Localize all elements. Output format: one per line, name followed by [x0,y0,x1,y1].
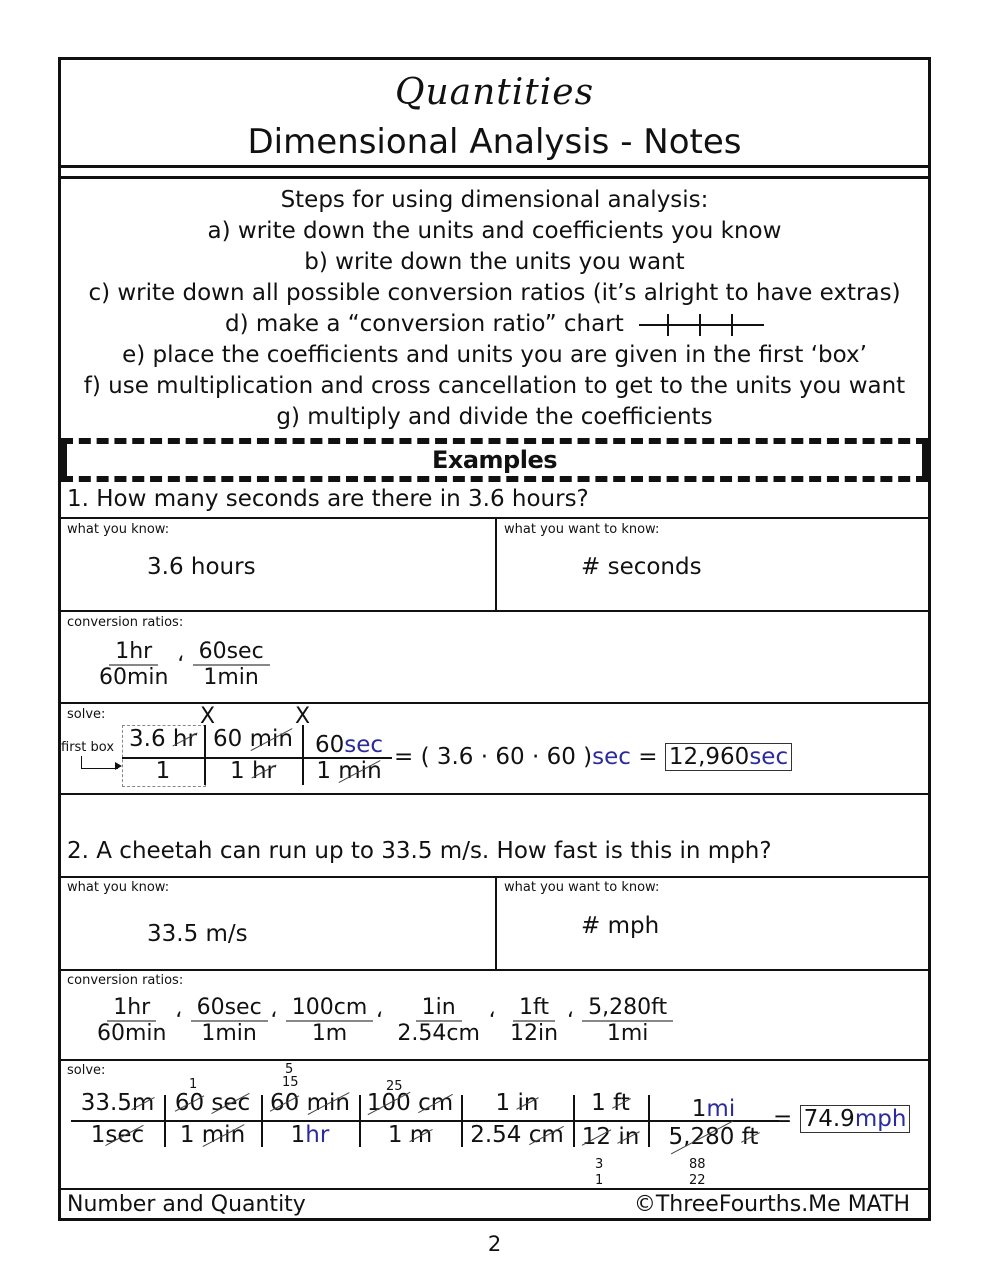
step-g: g) multiply and divide the coefficients [276,404,713,430]
want-label: what you want to know: [504,880,660,895]
arrow-icon [81,756,118,769]
solve-cell-den: 1hr [290,1122,330,1148]
divider [495,876,497,969]
cancel-note: 22 [689,1173,706,1188]
ratio: $\frac{60\sec}{1\min}$ [189,996,270,1046]
example1-question: 1. How many seconds are there in 3.6 hours? [67,486,589,512]
example1-know-value: 3.6 hours [147,554,256,580]
examples-heading: Examples [431,446,558,474]
solve-cell-den: 1 m [387,1122,433,1148]
divider [61,969,928,971]
page-header [61,60,928,168]
step-a: a) write down the units and coefficients you know [207,218,782,244]
ratios-label: conversion ratios: [67,973,184,988]
solve-label: solve: [67,1063,106,1078]
divider [61,610,928,612]
divider [61,702,928,704]
ratio: $\frac{60\sec}{1\min}$ [191,640,272,690]
example2-result: = 74.9mph [773,1106,910,1132]
step-d-row [61,309,928,340]
solve-cell-den: 5,280 ft [668,1124,759,1150]
worksheet-page [58,57,931,1221]
solve-cell-num: 60 min [213,726,293,752]
example2-know-value: 33.5 m/s [147,921,248,947]
cross-mark: X [295,704,311,729]
ratio: $\frac{1in}{2.54cm}$ [397,995,480,1046]
steps-heading: Steps for using dimensional analysis: [280,187,709,213]
example2-ratios: $\frac{1hr}{60\min}$ ‘ $\frac{60\sec}{1\min}$ ‘ $\frac{100cm}{1m}$ ‘ $\frac{1in}{2.54cm}$ ‘ $\frac{1ft}{12in}$ ‘ $\frac{5,280ft}{1mi}$ [89,996,675,1046]
cancel-note: 15 [282,1075,299,1090]
page-title: Quantities [394,72,595,113]
solve-cell-num: 60sec [314,732,384,758]
solve-cell-num: 100 cm [366,1090,454,1116]
know-label: what you know: [67,522,170,537]
divider [61,793,928,795]
solve-cell-num: 1 in [495,1090,539,1116]
example2-answer: 74.9mph [800,1105,911,1133]
step-f: f) use multiplication and cross cancellation to get to the units you want [83,373,906,399]
conversion-chart-icon [639,314,764,336]
ratio: $\frac{1ft}{12in}$ [510,995,559,1046]
ratio: $\frac{1hr}{60\min}$ [97,995,167,1046]
solve-cell-num: 33.5m [80,1090,155,1116]
example1-ratios: $\frac{1hr}{60\min}$ ‘ $\frac{60\sec}{1\min}$ [91,640,272,690]
ratios-label: conversion ratios: [67,615,184,630]
solve-cell-den: 1 hr [230,758,276,784]
cancel-note: 25 [386,1079,403,1094]
arrow-head-icon [115,762,122,770]
solve-cell-num: 1mi [691,1096,736,1122]
cancel-note: 3 [595,1157,604,1172]
footer-subject: Number and Quantity [67,1192,306,1217]
example1-want-value: # seconds [581,554,702,580]
first-box-label: first box [61,740,115,755]
know-label: what you know: [67,880,170,895]
cross-mark: X [200,704,216,729]
ratio: $\frac{1hr}{60\min}$ [99,639,169,690]
footer-copyright: ©ThreeFourths.Me MATH [633,1192,910,1217]
solve-label: solve: [67,707,106,722]
example1-expression: = ( 3.6 · 60 · 60 )sec = 12,960sec [394,744,792,770]
ratio: $\frac{100cm}{1m}$ [284,996,376,1046]
solve-cell-den: 1 min [316,758,382,784]
solve-cell-den: 1 [155,758,171,784]
solve-cell-num: 1 ft [591,1090,630,1116]
solve-cell-den: 1sec [90,1122,145,1148]
solve-cell-num: 3.6 hr [129,726,197,752]
want-label: what you want to know: [504,522,660,537]
steps-section [61,176,928,438]
cancel-note: 1 [595,1173,604,1188]
step-c: c) write down all possible conversion ratios (it’s alright to have extras) [88,280,901,306]
page-number: 2 [487,1232,502,1256]
divider [61,1059,928,1061]
cancel-note: 1 [189,1077,198,1092]
cancel-note: 5 [285,1062,294,1077]
examples-banner [61,438,928,482]
step-e: e) place the coefficients and units you are given in the first ‘box’ [122,342,867,368]
solve-cell-den: 2.54 cm [470,1122,564,1148]
divider [495,517,497,610]
solve-cell-den: 12 in [581,1124,640,1150]
example1-answer: 12,960sec [665,743,792,771]
step-b: b) write down the units you want [304,249,685,275]
page-subtitle: Dimensional Analysis - Notes [247,122,742,162]
example2-want-value: # mph [581,913,660,939]
page-footer [61,1188,928,1218]
example2-question: 2. A cheetah can run up to 33.5 m/s. How fast is this in mph? [67,838,772,864]
solve-cell-num: 60 min [270,1090,350,1116]
solve-cell-num: 60 sec [174,1090,251,1116]
ratio: $\frac{5,280ft}{1mi}$ [580,996,675,1046]
divider [302,725,304,785]
solve-cell-den: 1 min [179,1122,246,1148]
cancel-note: 88 [689,1157,706,1172]
step-d: d) make a “conversion ratio” chart [224,311,624,337]
